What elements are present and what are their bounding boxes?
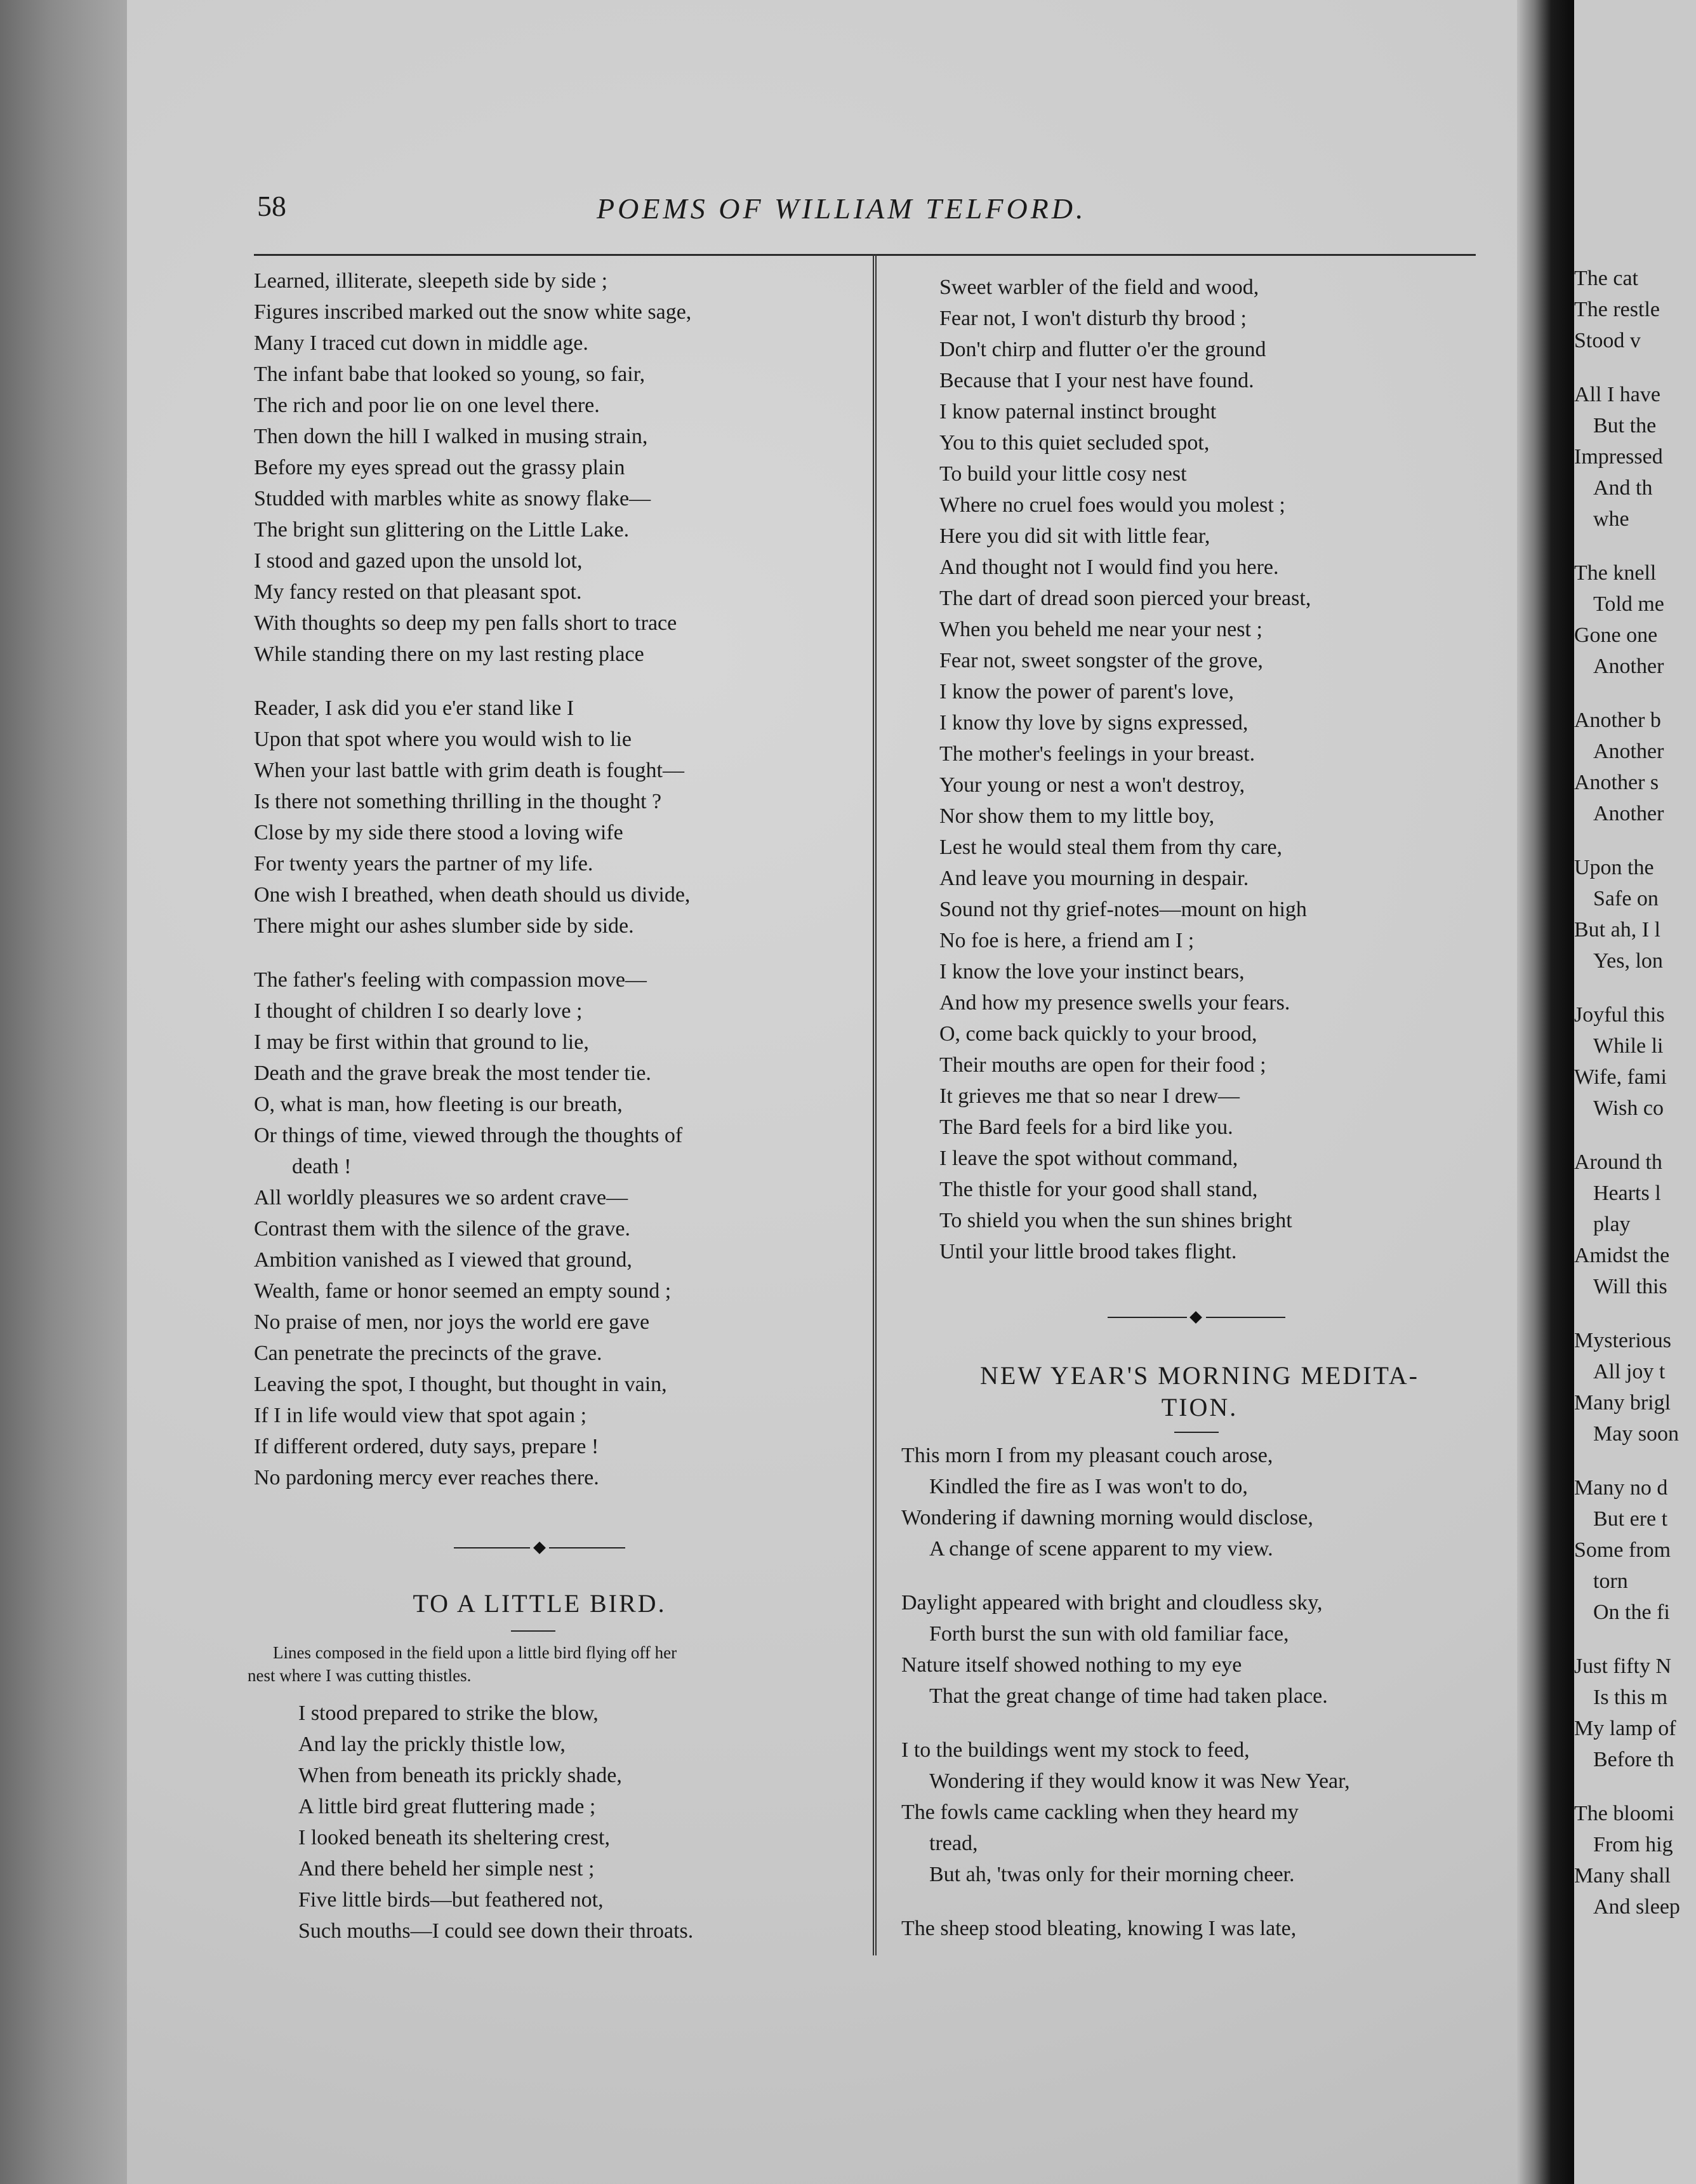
poem-line: Because that I your nest have found. bbox=[939, 369, 1254, 392]
stanza-gap bbox=[901, 1712, 1498, 1735]
poem-line: Many I traced cut down in middle age. bbox=[254, 331, 588, 355]
poem-line: The father's feeling with compassion move— bbox=[254, 968, 647, 992]
poem-line: Close by my side there stood a loving wife bbox=[254, 821, 623, 844]
fragment-line: Safe on bbox=[1593, 887, 1659, 910]
poem-line: Ambition vanished as I viewed that ground, bbox=[254, 1248, 632, 1272]
fragment-line: Gone one bbox=[1574, 623, 1658, 647]
adjacent-page-fragment bbox=[1574, 0, 1696, 2184]
fragment-line: But ere t bbox=[1593, 1507, 1668, 1531]
fragment-line: play bbox=[1593, 1213, 1631, 1236]
poem-line: Their mouths are open for their food ; bbox=[939, 1053, 1266, 1077]
poem-line: Sound not thy grief-notes—mount on high bbox=[939, 898, 1307, 921]
poem-line: Wondering if they would know it was New Year, bbox=[929, 1769, 1350, 1793]
poem-line: tread, bbox=[929, 1832, 978, 1855]
poem-line: All worldly pleasures we so ardent crave— bbox=[254, 1186, 628, 1209]
fragment-line: The cat bbox=[1574, 267, 1638, 290]
fragment-line: But the bbox=[1593, 414, 1657, 437]
poem-line: I looked beneath its sheltering crest, bbox=[298, 1826, 610, 1849]
fragment-line: The knell bbox=[1574, 561, 1657, 585]
poem-line: I know thy love by signs expressed, bbox=[939, 711, 1249, 735]
poem-line: Here you did sit with little fear, bbox=[939, 524, 1210, 548]
poem-note bbox=[248, 1641, 851, 1687]
poem-line: A little bird great fluttering made ; bbox=[298, 1795, 596, 1818]
poem-line: I to the buildings went my stock to feed, bbox=[901, 1738, 1250, 1762]
poem-line: And lay the prickly thistle low, bbox=[298, 1733, 566, 1756]
right-column bbox=[901, 272, 1485, 1267]
book-gutter bbox=[1517, 0, 1574, 2184]
title-underline bbox=[511, 1630, 555, 1632]
fragment-line: Yes, lon bbox=[1593, 949, 1663, 973]
fragment-line: Another bbox=[1593, 740, 1664, 763]
poem-line: Nature itself showed nothing to my eye bbox=[901, 1653, 1242, 1677]
poem-line: No foe is here, a friend am I ; bbox=[939, 929, 1195, 952]
poem-title-new-year-line2: TION. bbox=[1161, 1393, 1238, 1422]
poem-line: Is there not something thrilling in the thought ? bbox=[254, 790, 662, 813]
fragment-line: All I have bbox=[1574, 383, 1660, 406]
poem-line: With thoughts so deep my pen falls short to trace bbox=[254, 611, 677, 635]
poem-line: Wealth, fame or honor seemed an empty sound ; bbox=[254, 1279, 672, 1303]
fragment-line: Just fifty N bbox=[1574, 1655, 1671, 1678]
poem-line: This morn I from my pleasant couch arose, bbox=[901, 1444, 1273, 1467]
fragment-line: The bloomi bbox=[1574, 1802, 1674, 1825]
poem-line: For twenty years the partner of my life. bbox=[254, 852, 593, 876]
fragment-line: Wish co bbox=[1593, 1096, 1664, 1120]
poem-line: When you beheld me near your nest ; bbox=[939, 618, 1262, 641]
fragment-line: Another bbox=[1593, 802, 1664, 825]
poem-line: Where no cruel foes would you molest ; bbox=[939, 493, 1285, 517]
fragment-line: Hearts l bbox=[1593, 1182, 1661, 1205]
poem-line: While standing there on my last resting place bbox=[254, 643, 644, 666]
poem-line: The thistle for your good shall stand, bbox=[939, 1178, 1258, 1201]
poem-line: You to this quiet secluded spot, bbox=[939, 431, 1210, 455]
fragment-line: While li bbox=[1593, 1034, 1664, 1058]
fragment-line: Another b bbox=[1574, 709, 1661, 732]
poem-line: Learned, illiterate, sleepeth side by side ; bbox=[254, 269, 608, 293]
stanza-gap bbox=[254, 670, 863, 693]
left-column bbox=[254, 265, 863, 1493]
fragment-line: Stood v bbox=[1574, 329, 1641, 352]
ornament-divider-right bbox=[1108, 1311, 1285, 1324]
fragment-line: Impressed bbox=[1574, 445, 1663, 469]
poem-line: The dart of dread soon pierced your breast, bbox=[939, 587, 1311, 610]
fragment-line: And th bbox=[1593, 476, 1653, 500]
poem-line: There might our ashes slumber side by side. bbox=[254, 914, 634, 938]
fragment-line: May soon bbox=[1593, 1422, 1679, 1446]
book-spine-edge bbox=[0, 0, 127, 2184]
fragment-line: Some from bbox=[1574, 1538, 1671, 1562]
poem-line: The Bard feels for a bird like you. bbox=[939, 1115, 1233, 1139]
poem-line: The rich and poor lie on one level there. bbox=[254, 394, 600, 417]
poem-line: I stood prepared to strike the blow, bbox=[298, 1701, 599, 1725]
poem-line: A change of scene apparent to my view. bbox=[929, 1537, 1273, 1561]
stanza-gap bbox=[254, 942, 863, 964]
fragment-line: Many brigl bbox=[1574, 1391, 1671, 1415]
stanza-gap bbox=[901, 1890, 1498, 1913]
fragment-line: Is this m bbox=[1593, 1686, 1668, 1709]
fragment-line: On the fi bbox=[1593, 1601, 1670, 1624]
bird-poem-start bbox=[298, 1698, 857, 1947]
page-number: 58 bbox=[257, 190, 286, 222]
poem-line: Studded with marbles white as snowy flake— bbox=[254, 487, 651, 510]
fragment-line: Another bbox=[1593, 655, 1664, 678]
fragment-line: All joy t bbox=[1593, 1360, 1666, 1383]
poem-line: Daylight appeared with bright and cloudless sky, bbox=[901, 1591, 1323, 1615]
poem-line: And leave you mourning in despair. bbox=[939, 867, 1249, 890]
poem-line: Leaving the spot, I thought, but thought in vain, bbox=[254, 1373, 667, 1396]
poem-line: Until your little brood takes flight. bbox=[939, 1240, 1237, 1263]
poem-line: The mother's feelings in your breast. bbox=[939, 742, 1255, 766]
poem-line: The fowls came cackling when they heard my bbox=[901, 1801, 1299, 1824]
fragment-line: Around th bbox=[1574, 1150, 1662, 1174]
poem-line: The bright sun glittering on the Little Lake. bbox=[254, 518, 630, 542]
fragment-line: Many no d bbox=[1574, 1476, 1668, 1500]
poem-line: I know the power of parent's love, bbox=[939, 680, 1235, 703]
poem-line: Can penetrate the precincts of the grave. bbox=[254, 1342, 602, 1365]
fragment-line: Joyful this bbox=[1574, 1003, 1665, 1027]
poem-line: That the great change of time had taken place. bbox=[929, 1684, 1328, 1708]
poem-line: Such mouths—I could see down their throats. bbox=[298, 1919, 694, 1943]
poem-line: Before my eyes spread out the grassy plain bbox=[254, 456, 625, 479]
poem-line: Kindled the fire as I was won't to do, bbox=[929, 1475, 1248, 1498]
poem-line: Nor show them to my little boy, bbox=[939, 804, 1215, 828]
poem-line: Don't chirp and flutter o'er the ground bbox=[939, 338, 1266, 361]
poem-line: Or things of time, viewed through the thoughts of bbox=[254, 1124, 683, 1147]
poem-line: If I in life would view that spot again ; bbox=[254, 1404, 587, 1427]
poem-title-bird: TO A LITTLE BIRD. bbox=[413, 1589, 666, 1618]
poem-line: Contrast them with the silence of the grave. bbox=[254, 1217, 630, 1241]
poem-line: Sweet warbler of the field and wood, bbox=[939, 276, 1259, 299]
poem-line: When from beneath its prickly shade, bbox=[298, 1764, 622, 1787]
poem-line: It grieves me that so near I drew— bbox=[939, 1084, 1240, 1108]
fragment-line: Many shall bbox=[1574, 1864, 1671, 1888]
poem-line: Then down the hill I walked in musing strain, bbox=[254, 425, 648, 448]
fragment-line: Another s bbox=[1574, 771, 1659, 794]
poem-line: To build your little cosy nest bbox=[939, 462, 1187, 486]
fragment-line: Will this bbox=[1593, 1275, 1667, 1298]
fragment-line: From hig bbox=[1593, 1833, 1673, 1856]
poem-line: But ah, 'twas only for their morning cheer. bbox=[929, 1863, 1295, 1886]
poem-line: I stood and gazed upon the unsold lot, bbox=[254, 549, 583, 573]
poem-line: The sheep stood bleating, knowing I was late, bbox=[901, 1917, 1297, 1940]
poem-line: Death and the grave break the most tender tie. bbox=[254, 1062, 651, 1085]
poem-line: Figures inscribed marked out the snow white sage, bbox=[254, 300, 692, 324]
poem-line: I leave the spot without command, bbox=[939, 1147, 1238, 1170]
poem-line: O, come back quickly to your brood, bbox=[939, 1022, 1257, 1046]
poem-line: Forth burst the sun with old familiar face, bbox=[929, 1622, 1289, 1646]
poem-line: Your young or nest a won't destroy, bbox=[939, 773, 1245, 797]
poem-line: Wondering if dawning morning would disclose, bbox=[901, 1506, 1313, 1529]
poem-line: I know paternal instinct brought bbox=[939, 400, 1217, 423]
poem-line: I may be first within that ground to lie, bbox=[254, 1030, 589, 1054]
fragment-line: Wife, fami bbox=[1574, 1065, 1667, 1089]
poem-line: And how my presence swells your fears. bbox=[939, 991, 1290, 1015]
poem-line: If different ordered, duty says, prepare ! bbox=[254, 1435, 599, 1458]
poem-line: I know the love your instinct bears, bbox=[939, 960, 1245, 983]
fragment-line: And sleep bbox=[1593, 1895, 1680, 1919]
new-year-poem bbox=[901, 1440, 1498, 1944]
fragment-line: Upon the bbox=[1574, 856, 1654, 879]
poem-line: And there beheld her simple nest ; bbox=[298, 1857, 595, 1881]
note-line: Lines composed in the field upon a little bird flying off her bbox=[273, 1643, 677, 1662]
column-divider bbox=[873, 254, 877, 1955]
fragment-line: Amidst the bbox=[1574, 1244, 1670, 1267]
poem-line: To shield you when the sun shines bright bbox=[939, 1209, 1292, 1232]
poem-line: When your last battle with grim death is fought— bbox=[254, 759, 684, 782]
fragment-line: torn bbox=[1593, 1569, 1628, 1593]
poem-line: One wish I breathed, when death should us divide, bbox=[254, 883, 691, 907]
fragment-line: Told me bbox=[1593, 592, 1664, 616]
page-header bbox=[257, 189, 1476, 234]
poem-line: Upon that spot where you would wish to lie bbox=[254, 728, 632, 751]
poem-line: Fear not, I won't disturb thy brood ; bbox=[939, 307, 1247, 330]
poem-line: My fancy rested on that pleasant spot. bbox=[254, 580, 582, 604]
stanza-gap bbox=[901, 1564, 1498, 1587]
poem-line: death ! bbox=[292, 1155, 352, 1178]
poem-line: Lest he would steal them from thy care, bbox=[939, 836, 1283, 859]
poem-line: Fear not, sweet songster of the grove, bbox=[939, 649, 1263, 672]
poem-line: No pardoning mercy ever reaches there. bbox=[254, 1466, 599, 1489]
fragment-line: Before th bbox=[1593, 1748, 1674, 1771]
poem-line: No praise of men, nor joys the world ere gave bbox=[254, 1310, 650, 1334]
header-rule bbox=[254, 254, 1476, 256]
note-line: nest where I was cutting thistles. bbox=[248, 1666, 472, 1685]
running-title: POEMS OF WILLIAM TELFORD. bbox=[597, 192, 1087, 225]
poem-line: I thought of children I so dearly love ; bbox=[254, 999, 583, 1023]
poem-line: And thought not I would find you here. bbox=[939, 556, 1279, 579]
ornament-divider-left bbox=[454, 1541, 625, 1554]
fragment-line: The restle bbox=[1574, 298, 1660, 321]
fragment-line: Mysterious bbox=[1574, 1329, 1671, 1352]
poem-title-new-year-line1: NEW YEAR'S MORNING MEDITA- bbox=[980, 1361, 1419, 1390]
poem-line: O, what is man, how fleeting is our breath, bbox=[254, 1093, 623, 1116]
fragment-line: My lamp of bbox=[1574, 1717, 1676, 1740]
poem-line: Reader, I ask did you e'er stand like I bbox=[254, 696, 574, 720]
poem-line: Five little birds—but feathered not, bbox=[298, 1888, 604, 1912]
poem-line: The infant babe that looked so young, so fair, bbox=[254, 363, 646, 386]
title-underline bbox=[1174, 1432, 1219, 1433]
fragment-line: whe bbox=[1593, 507, 1629, 531]
fragment-line: But ah, I l bbox=[1574, 918, 1660, 942]
